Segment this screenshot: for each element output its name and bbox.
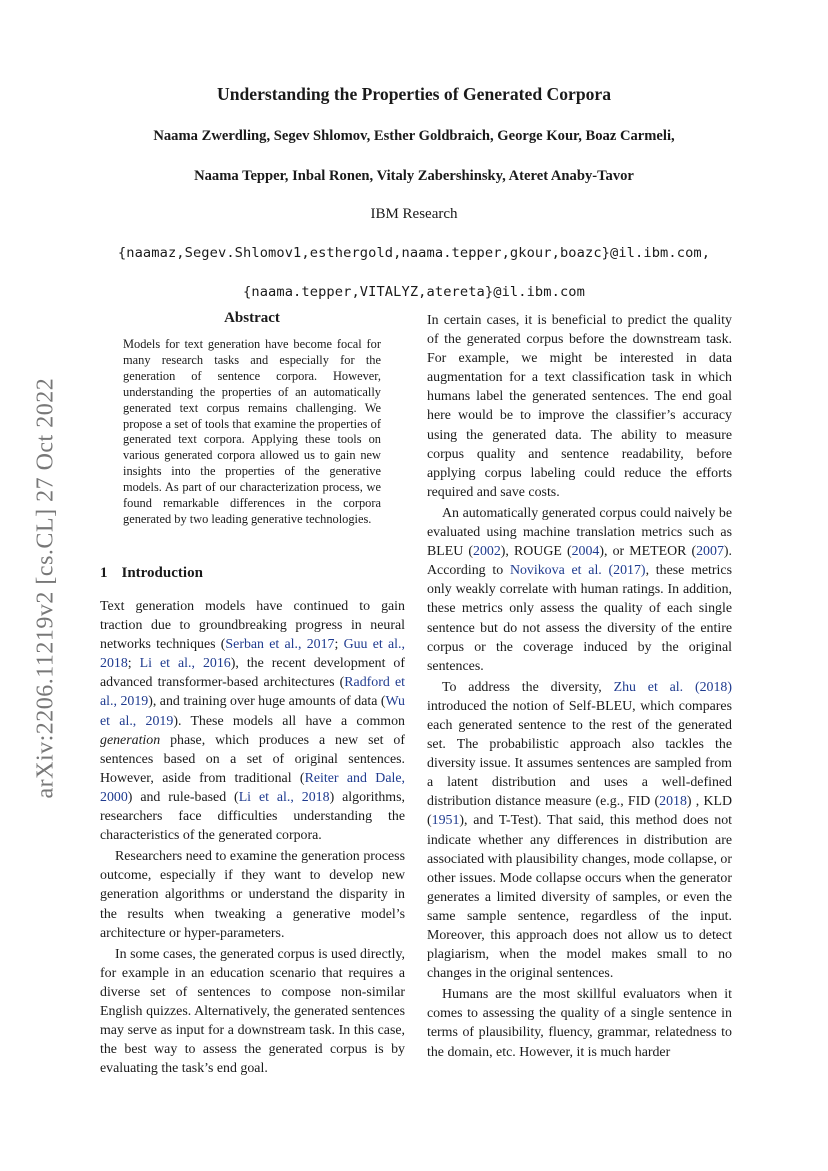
- author-list-line-1: Naama Zwerdling, Segev Shlomov, Esther Goldbraich, George Kour, Boaz Carmeli,: [153, 128, 675, 144]
- citation-link[interactable]: 1951: [431, 813, 460, 829]
- paragraph: Humans are the most skillful evaluators when it comes to assessing the quality of a single sentence in terms of plausibility, fluency, grammar, relatedness to the domain, etc. However, it is much harder: [427, 987, 732, 1060]
- author-list-line-2: Naama Tepper, Inbal Ronen, Vitaly Zabershinsky, Ateret Anaby-Tavor: [194, 168, 634, 184]
- paper-title: Understanding the Properties of Generated Corpora: [216, 84, 612, 104]
- citation-link[interactable]: Li et al., 2018: [238, 789, 330, 805]
- citation-link[interactable]: 2018: [659, 794, 687, 810]
- arxiv-stamp: arXiv:2206.11219v2 [cs.CL] 27 Oct 2022: [32, 377, 59, 799]
- citation-link[interactable]: 2007: [696, 544, 724, 560]
- abstract-heading: Abstract: [224, 310, 280, 326]
- section-number: 1: [100, 565, 108, 581]
- citation-link[interactable]: Li et al., 2016: [139, 656, 231, 672]
- citation-link[interactable]: Guu et al., 2018: [100, 637, 405, 672]
- citation-link[interactable]: 2002: [473, 544, 501, 560]
- paragraph: In some cases, the generated corpus is used directly, for example in an education scenario that requires a diverse set of sentences to compose non-similar English quizzes. Alternatively, the generated sentences may serve as input for a downstream task. In this case, the best way to assess the generated corpus is by evaluating the task’s end goal.: [100, 946, 405, 1077]
- left-column: [100, 597, 405, 1078]
- section-heading: [100, 565, 203, 582]
- email-line-2: {naama.tepper,VITALYZ,atereta}@il.ibm.com: [243, 284, 585, 300]
- paragraph: To address the diversity, Zhu et al. (2018) introduced the notion of Self-BLEU, which compares each generated sentence to the rest of the generated set. The probabilistic approach also tackles the diversity issue. It assumes sentences are sampled from a latent distribution and uses a well-defined distribution distance measure (e.g., FID (2018) , KLD (1951), and T-Test). That said, this method does not indicate whether any differences in distribution are associated with plausibility changes, mode collapse, or other issues. Mode collapse occurs when the generator generates a limited diversity of samples, or even the same sample sentence, regardless of the input. Moreover, this approach does not allow us to detect plagiarism, when the model makes small to no changes in the original sentences.: [427, 679, 732, 982]
- paragraph: An automatically generated corpus could naively be evaluated using machine translation metrics such as BLEU (2002), ROUGE (2004), or METEOR (2007). According to Novikova et al. (2017), these metrics only weakly correlate with human ratings. In addition, these metrics only assess the quality of each single sentence but do not assess the diversity of the entire corpus or the coverage induced by the original sentences.: [427, 505, 732, 674]
- citation-link[interactable]: Wu et al., 2019: [100, 694, 405, 729]
- citation-link[interactable]: Radford et al., 2019: [100, 675, 405, 710]
- abstract-body: Models for text generation have become focal for many research tasks and especially for the generation of sentence corpora. However, understanding the properties of an automatically generated text corpus remains challenging. We propose a set of tools that examine the properties of generated text corpora. Applying these tools on various generated corpora allowed us to gain new insights into the properties of the generative models. As part of our characterization process, we found remarkable differences in the corpora generated by two leading generative technologies.: [123, 337, 381, 526]
- citation-link[interactable]: 2004: [571, 544, 600, 560]
- affiliation: IBM Research: [370, 206, 458, 222]
- emphasis: generation: [100, 732, 161, 748]
- paragraph: Researchers need to examine the generation process outcome, especially if they want to develop new generation algorithms or understand the disparity in the results when tweaking a generative model’s architecture or hyper-parameters.: [100, 849, 405, 941]
- email-line-1: {naamaz,Segev.Shlomov1,esthergold,naama.tepper,gkour,boazc}@il.ibm.com,: [117, 245, 711, 261]
- citation-link[interactable]: Reiter and Dale, 2000: [100, 770, 405, 805]
- right-column: [427, 311, 732, 1062]
- paragraph: In certain cases, it is beneficial to predict the quality of the generated corpus before the downstream task. For example, we might be interested in data augmentation for a text classification task in which humans label the generated sentences. The end goal here would be to improve the classifier’s accuracy using the generated data. The ability to measure corpus quality and sentence readability, before applying corpus labeling could reduce the efforts required and save costs.: [427, 313, 732, 500]
- citation-link[interactable]: Serban et al., 2017: [225, 637, 335, 653]
- paragraph: Text generation models have continued to gain traction due to groundbreaking progress in neural networks techniques (Serban et al., 2017; Guu et al., 2018; Li et al., 2016), the recent development of advanced transformer-based architectures (Radford et al., 2019), and training over huge amounts of data (Wu et al., 2019). These models all have a common generation phase, which produces a new set of sentences based on a set of original sentences. However, aside from traditional (Reiter and Dale, 2000) and rule-based (Li et al., 2018) algorithms, researchers face difficulties understanding the characteristics of the generated corpora.: [100, 599, 405, 844]
- citation-link[interactable]: Novikova et al. (2017): [509, 563, 646, 579]
- section-title: Introduction: [121, 565, 203, 581]
- citation-link[interactable]: Zhu et al. (2018): [613, 679, 732, 695]
